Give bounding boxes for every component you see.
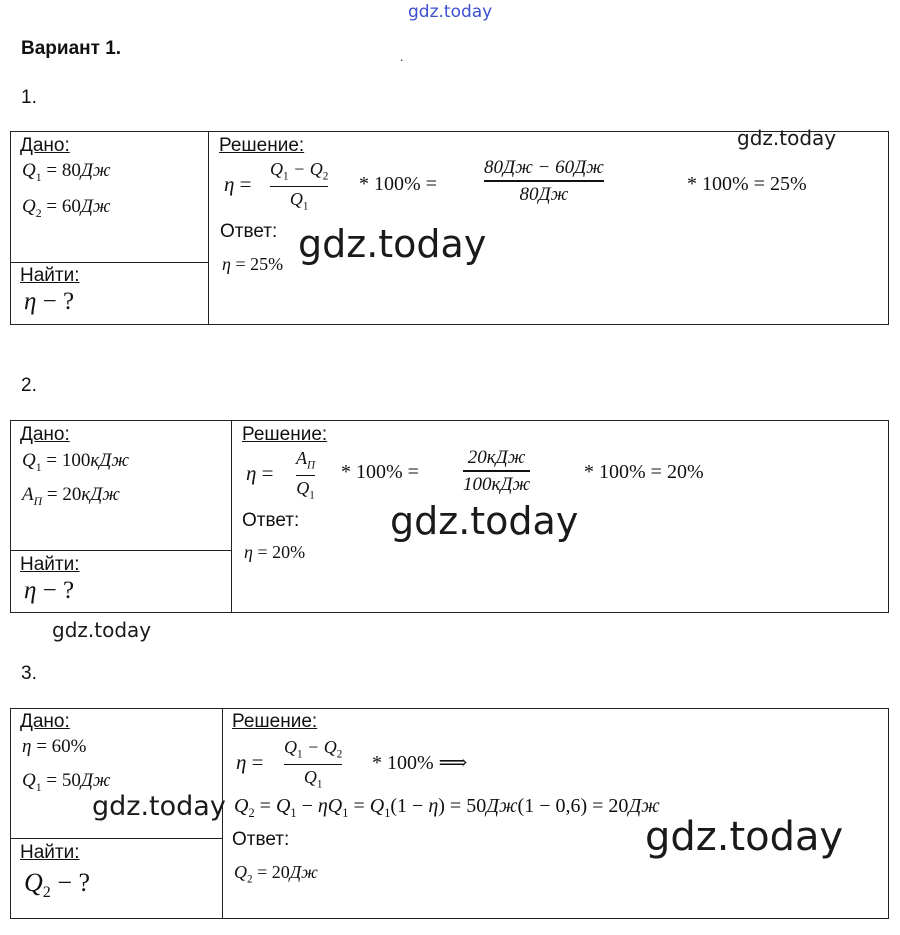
watermark-p1-large: gdz.today xyxy=(298,222,487,266)
problem-3-given-label: Дано: xyxy=(20,711,70,732)
problem-1-answer-label: Ответ: xyxy=(220,221,278,242)
problem-1-mul-2: * 100% = 25% xyxy=(687,173,807,195)
problem-3-find: $Q_2$ − ? xyxy=(24,868,91,902)
problem-1-given-q1: $Q_1 = 80Дж$ xyxy=(22,160,111,184)
problem-1-find: η − ? xyxy=(24,288,75,315)
problem-2-given-q1: $Q_1 = 100кДж$ xyxy=(22,450,129,474)
problem-2-mul-1: * 100% = xyxy=(341,461,419,483)
problem-3-solution-label: Решение: xyxy=(232,711,318,732)
problem-1-mul-1: * 100% = xyxy=(359,173,437,195)
problem-1-given-label: Дано: xyxy=(20,135,70,156)
problem-2-divider xyxy=(231,420,232,612)
problem-3-answer-label: Ответ: xyxy=(232,829,290,850)
watermark-p2-large: gdz.today xyxy=(390,499,579,543)
problem-2-fraction-1: $A_П$ $Q_1$ xyxy=(296,448,316,502)
problem-2-mul-2: * 100% = 20% xyxy=(584,461,704,483)
problem-3-find-label: Найти: xyxy=(20,842,80,863)
problem-1-given-q2: $Q_2 = 60Дж$ xyxy=(22,196,111,220)
watermark-p3-mid: gdz.today xyxy=(92,791,226,822)
problem-3-given-find-divider xyxy=(10,838,222,839)
problem-3-given-q1: $Q_1 = 50Дж$ xyxy=(22,770,111,794)
problem-1-solution-label: Решение: xyxy=(219,135,305,156)
problem-3-given-eta: η = 60% xyxy=(22,736,87,757)
problem-2-fraction-2: 20кДж 100кДж xyxy=(463,447,531,495)
problem-3-answer: $Q_2 = 20Дж$ xyxy=(234,862,318,886)
problem-2-solution-label: Решение: xyxy=(242,424,328,445)
problem-3-mul-1: * 100% ⟹ xyxy=(372,752,468,774)
watermark-p2-small: gdz.today xyxy=(52,618,152,642)
watermark-p1-small: gdz.today xyxy=(737,126,837,150)
problem-3-number: 3. xyxy=(21,663,37,684)
problem-3-fraction-1: $Q_1 - Q_2$ $Q_1$ xyxy=(284,737,343,791)
stray-dot: . xyxy=(400,50,404,64)
problem-2-given-ap: $A_П = 20кДж$ xyxy=(22,484,120,508)
problem-3-derivation: $Q_2 = Q_1 - \eta Q_1 = Q_1(1 - \eta) = 50Дж(1 - 0,6) = 20Дж$ xyxy=(234,795,660,820)
problem-2-answer-label: Ответ: xyxy=(242,510,300,531)
watermark-top: gdz.today xyxy=(408,2,493,22)
problem-2-number: 2. xyxy=(21,375,37,396)
problem-3-eta: η = xyxy=(236,750,264,774)
problem-1-number: 1. xyxy=(21,87,37,108)
problem-1-given-find-divider xyxy=(10,262,208,263)
problem-2-eta: η = xyxy=(246,461,274,485)
problem-1-find-label: Найти: xyxy=(20,265,80,286)
watermark-p3-large: gdz.today xyxy=(645,814,844,860)
problem-2-find: η − ? xyxy=(24,577,75,604)
problem-1-eta: η = xyxy=(224,172,252,196)
problem-2-given-label: Дано: xyxy=(20,424,70,445)
problem-2-find-label: Найти: xyxy=(20,554,80,575)
problem-2-answer: η = 20% xyxy=(244,542,306,562)
problem-2-given-find-divider xyxy=(10,550,231,551)
problem-1-answer: η = 25% xyxy=(222,254,284,274)
variant-title: Вариант 1. xyxy=(21,38,122,59)
problem-1-divider xyxy=(208,131,209,324)
problem-1-fraction-1: $Q_1 - Q_2$ $Q_1$ xyxy=(270,159,329,213)
problem-1-fraction-2: 80Дж − 60Дж 80Дж xyxy=(484,157,604,205)
